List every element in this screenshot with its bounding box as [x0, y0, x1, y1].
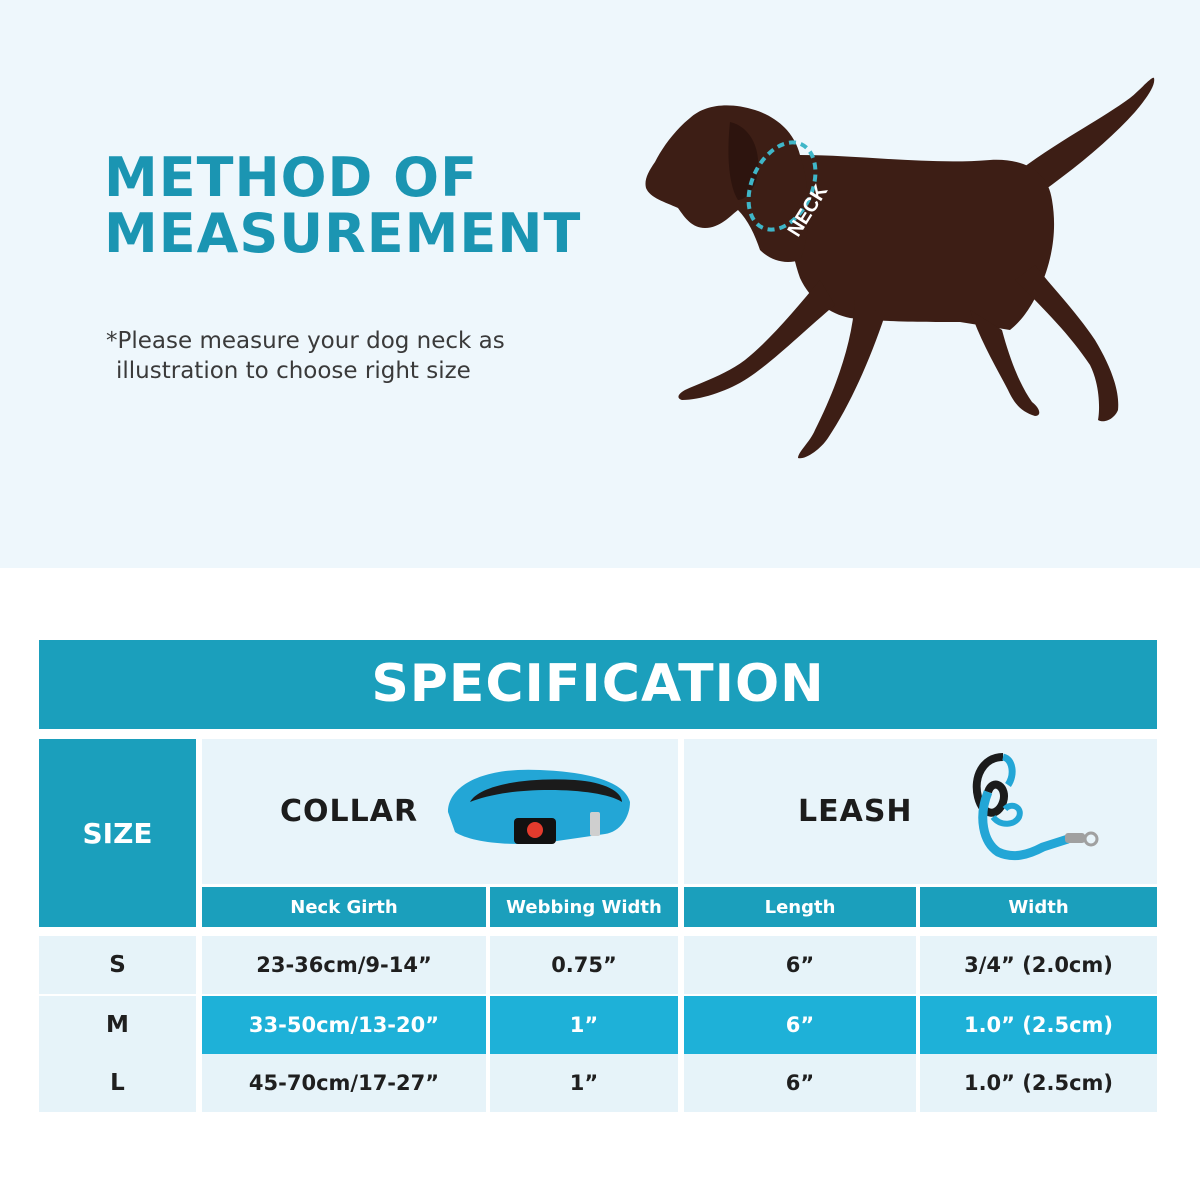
measure-note — [106, 326, 505, 386]
collar-icon — [440, 762, 640, 862]
row-s-size: S — [39, 936, 196, 994]
method-title-line1: METHOD OF — [104, 146, 478, 209]
collar-header — [202, 739, 678, 884]
row-m-length: 6” — [684, 996, 916, 1054]
row-m-width: 1.0” (2.5cm) — [920, 996, 1157, 1054]
method-title — [104, 146, 582, 265]
specification-title: SPECIFICATION — [39, 640, 1157, 729]
row-l-webbing-width: 1” — [490, 1054, 678, 1112]
specification-table — [39, 640, 1157, 1112]
col-length: Length — [684, 887, 916, 927]
size-header: SIZE — [39, 739, 196, 927]
row-s-neck-girth: 23-36cm/9-14” — [202, 936, 486, 994]
row-m-size: M — [39, 996, 196, 1054]
leash-icon — [953, 747, 1103, 877]
measurement-panel — [0, 0, 1200, 568]
col-webbing-width: Webbing Width — [490, 887, 678, 927]
neck-label: NECK — [783, 180, 833, 241]
row-s-length: 6” — [684, 936, 916, 994]
row-s-width: 3/4” (2.0cm) — [920, 936, 1157, 994]
dog-silhouette-icon — [630, 60, 1170, 480]
col-neck-girth: Neck Girth — [202, 887, 486, 927]
col-width: Width — [920, 887, 1157, 927]
leash-header — [684, 739, 1157, 884]
measure-note-line1: *Please measure your dog neck as — [106, 328, 505, 354]
row-m-neck-girth: 33-50cm/13-20” — [202, 996, 486, 1054]
row-l-size: L — [39, 1054, 196, 1112]
leash-label: LEASH — [798, 794, 913, 829]
row-l-neck-girth: 45-70cm/17-27” — [202, 1054, 486, 1112]
measure-note-line2: illustration to choose right size — [116, 358, 471, 384]
collar-label: COLLAR — [280, 794, 419, 829]
method-title-line2: MEASUREMENT — [104, 202, 582, 265]
row-l-length: 6” — [684, 1054, 916, 1112]
row-m-webbing-width: 1” — [490, 996, 678, 1054]
row-l-width: 1.0” (2.5cm) — [920, 1054, 1157, 1112]
row-s-webbing-width: 0.75” — [490, 936, 678, 994]
